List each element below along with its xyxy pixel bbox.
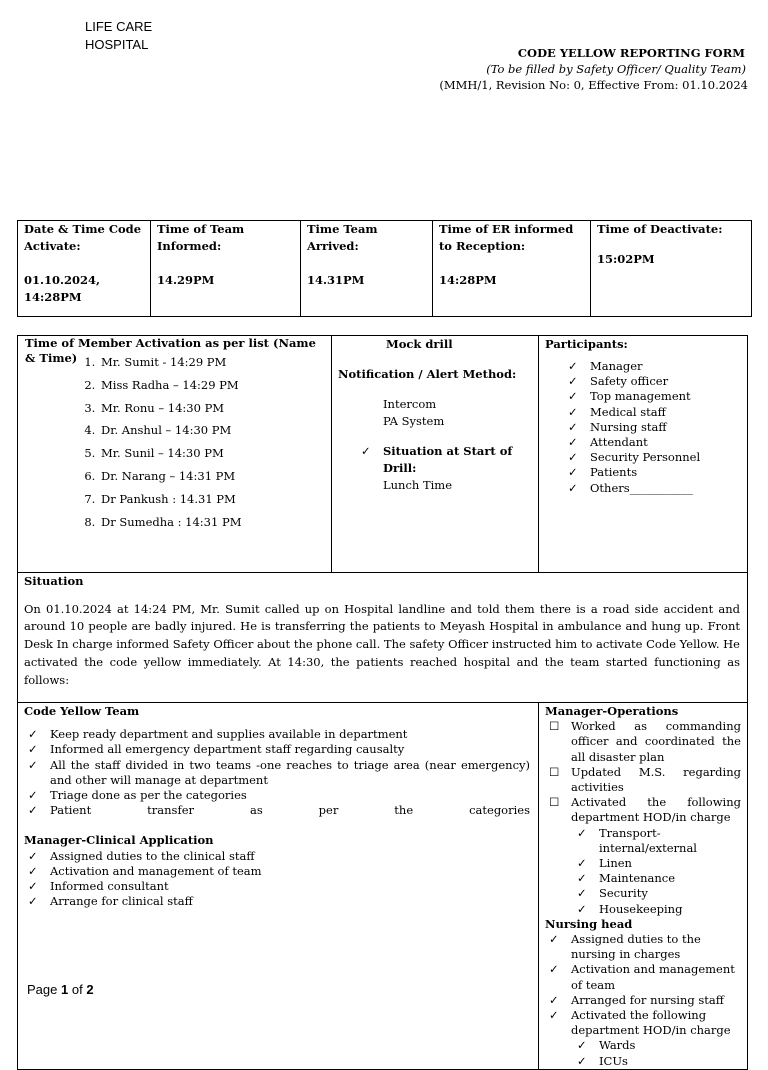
- er-informed-label-2: to Reception:: [439, 239, 526, 253]
- list-item: ✓ Patients: [590, 465, 747, 480]
- manager-operations-heading: Manager-Operations: [545, 704, 679, 718]
- nursing-departments-list: [545, 1038, 741, 1068]
- list-item: 1. Mr. Sumit - 14:29 PM: [99, 351, 331, 374]
- team-arrived-value: 14.31PM: [307, 273, 365, 287]
- nursing-head-heading: Nursing head: [545, 916, 633, 931]
- code-activate-label: Date & Time Code: [24, 222, 142, 236]
- team-arrived-label-2: Arrived:: [307, 239, 359, 253]
- participants-label: Participants:: [545, 337, 628, 351]
- list-item: ☐ Updated M.S. regarding activities: [571, 765, 741, 795]
- list-item: ✓ Keep ready department and supplies available in department: [50, 727, 530, 742]
- list-item: 4. Dr. Anshul – 14:30 PM: [99, 419, 331, 442]
- alert-method: Intercom: [383, 397, 437, 411]
- alert-methods: [338, 396, 538, 430]
- situation-heading: Situation: [24, 574, 84, 588]
- team-informed-label: Time of Team: [157, 222, 245, 236]
- code-activate-date: 01.10.2024,: [24, 273, 101, 287]
- list-item: ✓ Activated the following department HOD/in charge: [571, 1008, 741, 1038]
- er-informed-label: Time of ER informed: [439, 222, 574, 236]
- form-header: [439, 45, 748, 93]
- list-item: ☐ Worked as commanding officer and coordinated the all disaster plan: [571, 719, 741, 765]
- team-informed-value: 14.29PM: [157, 273, 215, 287]
- team-informed-label-2: Informed:: [157, 239, 222, 253]
- deactivate-value: 15:02PM: [597, 252, 655, 266]
- list-item: ✓ Informed consultant: [50, 879, 530, 894]
- list-item: ✓ Maintenance: [599, 871, 741, 886]
- participants-list: [545, 359, 747, 496]
- list-item: ✓ Nursing staff: [590, 420, 747, 435]
- situation-text: On 01.10.2024 at 14:24 PM, Mr. Sumit called up on Hospital landline and told them there is a road side accident and around 10 people are badly injured. He is transferring the patients to Meyash Hospital in ambulance and hung up. Front Desk In charge informed Safety Officer about the phone call. The safety Officer instructed him to activate Code Yellow. He activated the code yellow immediately. At 14:30, the patients reached hospital and the team started functioning as follows:: [24, 601, 740, 687]
- code-yellow-team-cell: [18, 703, 539, 1070]
- list-item: ☐ Activated the following department HOD/in charge: [571, 795, 741, 825]
- code-activate-time: 14:28PM: [24, 290, 82, 304]
- form-subtitle: (To be filled by Safety Officer/ Quality Team): [486, 62, 746, 76]
- situation-start-value: Lunch Time: [383, 478, 453, 492]
- list-item: ✓ Arranged for nursing staff: [571, 993, 741, 1008]
- manager-clinical-list: [24, 849, 530, 910]
- code-yellow-team-heading: Code Yellow Team: [24, 704, 140, 718]
- list-item: ✓ Activation and management of team: [571, 962, 741, 992]
- manager-operations-list: [545, 719, 741, 825]
- team-informed-cell: [151, 221, 301, 317]
- timing-table: [17, 220, 752, 317]
- form-title: CODE YELLOW REPORTING FORM: [517, 46, 745, 60]
- mock-drill-cell: [332, 336, 539, 573]
- list-item: ✓ Assigned duties to the clinical staff: [50, 849, 530, 864]
- list-item: ✓ Medical staff: [590, 405, 747, 420]
- situation-cell: [18, 573, 748, 703]
- hospital-name-line1: LIFE CARE: [85, 19, 153, 34]
- code-activate-cell: [18, 221, 151, 317]
- operations-departments-list: [545, 826, 741, 917]
- list-item: 5. Mr. Sunil – 14:30 PM: [99, 442, 331, 465]
- manager-clinical-heading: Manager-Clinical Application: [24, 833, 214, 848]
- list-item: ✓ Security Personnel: [590, 450, 747, 465]
- list-item: ✓ Others___________: [590, 481, 747, 496]
- list-item: ✓ Manager: [590, 359, 747, 374]
- mock-drill-label: Mock drill: [386, 337, 453, 351]
- list-item: ✓ Transport-internal/external: [599, 826, 741, 856]
- list-item: ✓ Assigned duties to the nursing in charges: [571, 932, 741, 962]
- form-revision: (MMH/1, Revision No: 0, Effective From: 01.10.2024: [439, 78, 748, 92]
- notification-label: Notification / Alert Method:: [338, 367, 517, 381]
- list-item: ✓ Top management: [590, 389, 747, 404]
- operations-nursing-cell: [539, 703, 748, 1070]
- er-informed-cell: [433, 221, 591, 317]
- list-item: 3. Mr. Ronu – 14:30 PM: [99, 397, 331, 420]
- list-item: ✓ ICUs: [599, 1054, 741, 1069]
- drill-report-table: [17, 335, 748, 1070]
- member-activation-heading: Time of Member Activation as per list (Name & Time): [25, 336, 316, 365]
- list-item: ✓ Attendant: [590, 435, 747, 450]
- hospital-name-line2: HOSPITAL: [85, 37, 149, 52]
- list-item: ✓ Housekeeping: [599, 902, 741, 917]
- page-number: Page 1 of 2: [27, 982, 94, 997]
- nursing-head-list: [545, 932, 741, 1038]
- list-item: ✓ All the staff divided in two teams -one reaches to triage area (near emergency) and other will manage at department: [50, 758, 530, 788]
- alert-method: PA System: [383, 414, 445, 428]
- situation-start-item: ✓ Situation at Start of Drill: Lunch Time: [383, 443, 538, 494]
- list-item: ✓ Patient transfer as per the categories: [50, 803, 530, 818]
- code-yellow-team-list: [24, 727, 530, 818]
- list-item: ✓ Triage done as per the categories: [50, 788, 530, 803]
- code-activate-label-2: Activate:: [24, 239, 81, 253]
- member-list: [25, 351, 331, 533]
- list-item: ✓ Informed all emergency department staff regarding causalty: [50, 742, 530, 757]
- list-item: ✓ Safety officer: [590, 374, 747, 389]
- member-activation-cell: [18, 336, 332, 573]
- situation-start: [338, 443, 538, 494]
- list-item: ✓ Arrange for clinical staff: [50, 894, 530, 909]
- participants-cell: [539, 336, 748, 573]
- list-item: ✓ Wards: [599, 1038, 741, 1053]
- list-item: 6. Dr. Narang – 14:31 PM: [99, 465, 331, 488]
- list-item: 8. Dr Sumedha : 14:31 PM: [99, 511, 331, 534]
- deactivate-label: Time of Deactivate:: [597, 222, 723, 236]
- list-item: 7. Dr Pankush : 14.31 PM: [99, 488, 331, 511]
- deactivate-cell: [591, 221, 752, 317]
- team-arrived-cell: [301, 221, 433, 317]
- hospital-name: [85, 18, 152, 54]
- list-item: ✓ Activation and management of team: [50, 864, 530, 879]
- list-item: ✓ Linen: [599, 856, 741, 871]
- list-item: ✓ Security: [599, 886, 741, 901]
- er-informed-value: 14:28PM: [439, 273, 497, 287]
- team-arrived-label: Time Team: [307, 222, 378, 236]
- list-item: 2. Miss Radha – 14:29 PM: [99, 374, 331, 397]
